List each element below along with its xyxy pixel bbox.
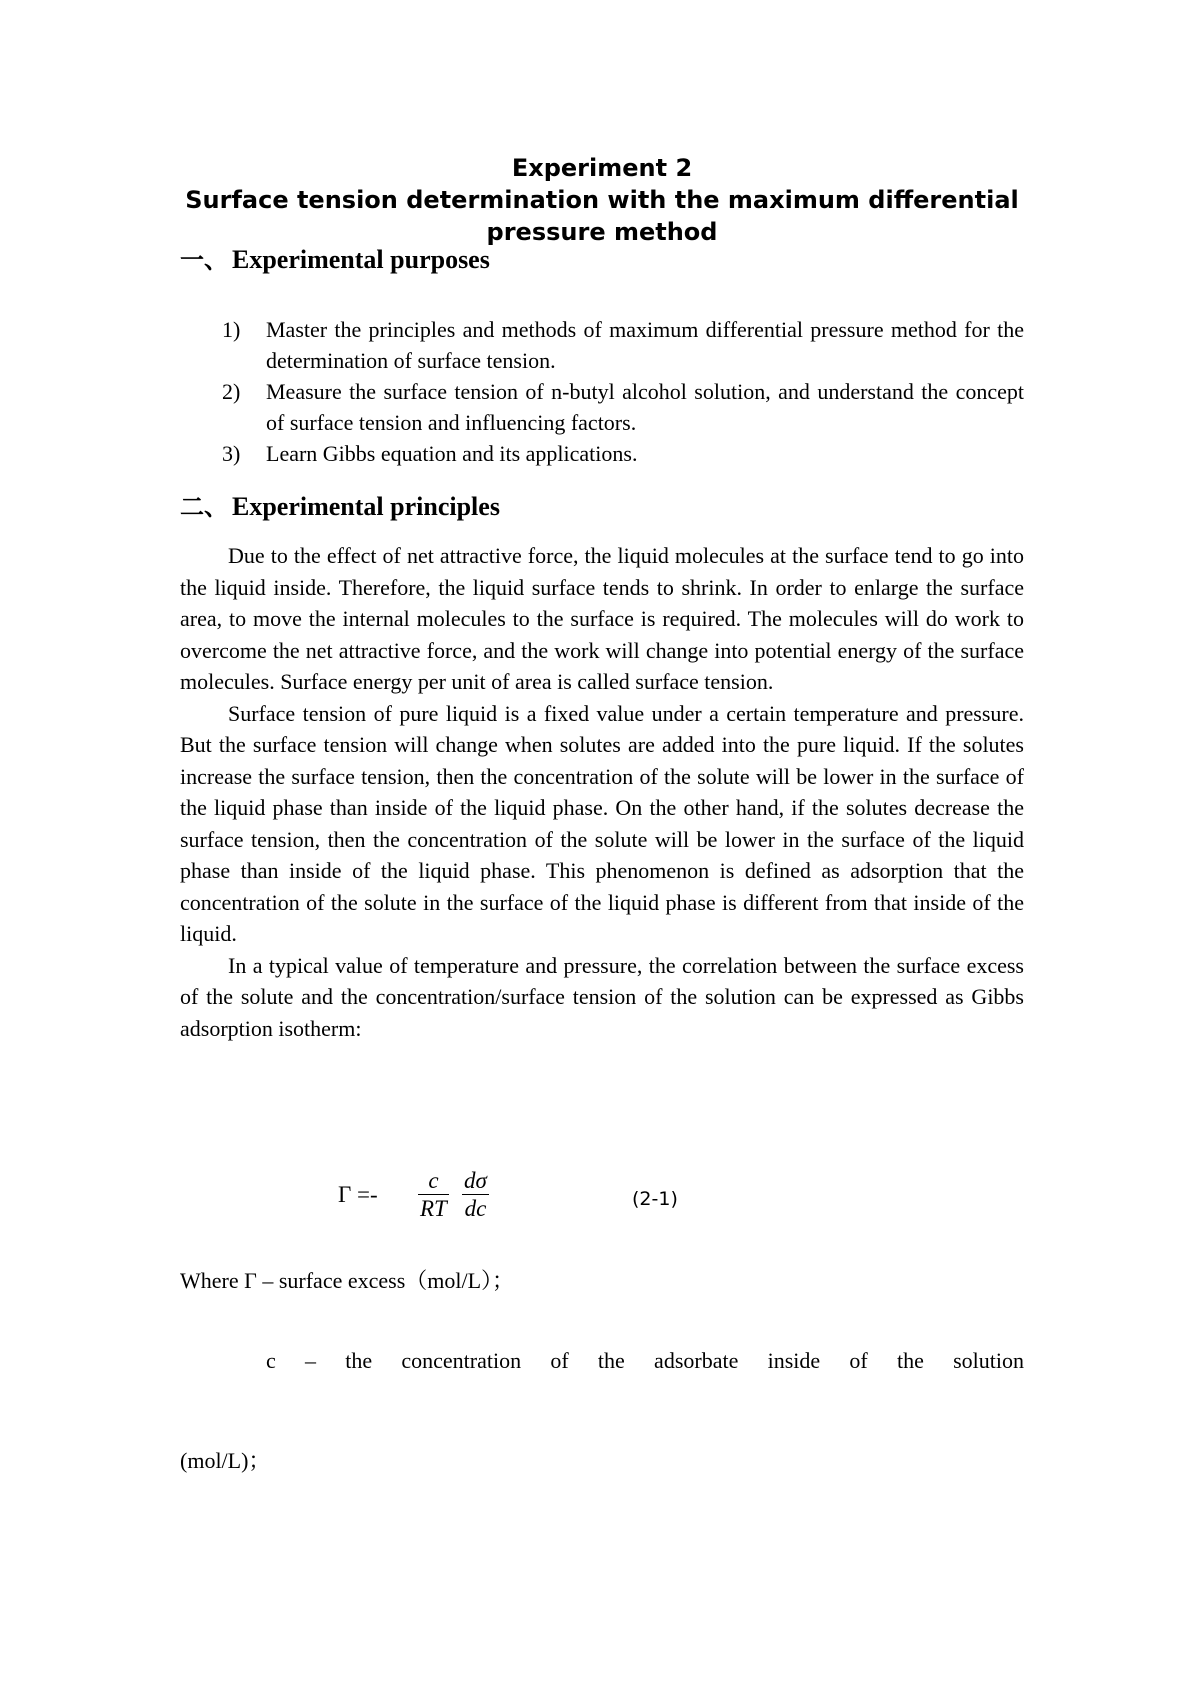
list-item-text: Learn Gibbs equation and its applications. bbox=[266, 441, 638, 466]
gibbs-equation bbox=[338, 1168, 738, 1238]
section-number: 一、 bbox=[180, 246, 228, 274]
section-number: 二、 bbox=[180, 493, 228, 521]
section-title: Experimental principles bbox=[232, 492, 500, 521]
fraction-numerator: dσ bbox=[464, 1168, 487, 1193]
list-item-number: 2) bbox=[222, 379, 241, 404]
list-item-number: 3) bbox=[222, 441, 241, 466]
definition-unit: (mol/L)； bbox=[180, 1448, 271, 1473]
list-item bbox=[180, 438, 1024, 469]
equation-number: (2-1) bbox=[632, 1188, 678, 1210]
fraction-c-over-rt bbox=[418, 1168, 449, 1223]
fraction-dsigma-over-dc bbox=[462, 1168, 489, 1223]
paragraph: Surface tension of pure liquid is a fixed value under a certain temperature and pressure. But the surface tension will change when solutes are added into the pure liquid. If the solutes increase the surface tension, then the concentration of the solute will be lower in the surface of the liquid phase than inside of the liquid phase. On the other hand, if the solutes decrease the surface tension, then the concentration of the solute will be lower in the surface of the liquid phase than inside of the liquid phase. This phenomenon is defined as adsorption that the concentration of the solute in the surface of the liquid phase is different from that inside of the liquid. bbox=[180, 700, 1024, 946]
equation-lhs: Γ =- bbox=[338, 1182, 378, 1207]
section-heading-purposes bbox=[180, 243, 490, 277]
document-title bbox=[180, 152, 1024, 248]
fraction-denominator: RT bbox=[420, 1196, 447, 1221]
list-item-number: 1) bbox=[222, 317, 241, 342]
fraction-numerator: c bbox=[428, 1168, 439, 1193]
paragraph: Due to the effect of net attractive force, the liquid molecules at the surface tend to go into the liquid inside. Therefore, the liquid surface tends to shrink. In order to enlarge the surface area, to move the internal molecules to the surface is required. The molecules will do work to overcome the net attractive force, and the work will change into potential energy of the surface molecules. Surface energy per unit of area is called surface tension. bbox=[180, 543, 1024, 694]
list-item bbox=[180, 376, 1024, 438]
title-line-2: Surface tension determination with the maximum differential bbox=[185, 186, 1019, 214]
definition-gamma: Where Γ – surface excess（mol/L）； bbox=[180, 1268, 515, 1293]
list-item-text: Master the principles and methods of maximum differential pressure method for the determination of surface tension. bbox=[266, 317, 1024, 373]
title-line-1: Experiment 2 bbox=[511, 154, 693, 182]
list-item bbox=[180, 314, 1024, 376]
list-item-text: Measure the surface tension of n-butyl alcohol solution, and understand the concept of surface tension and influencing factors. bbox=[266, 379, 1024, 435]
principles-body bbox=[180, 540, 1024, 1044]
fraction-denominator: dc bbox=[462, 1194, 489, 1223]
purpose-list bbox=[180, 314, 1024, 469]
section-title: Experimental purposes bbox=[232, 245, 490, 274]
definition-c: c – the concentration of the adsorbate inside of the solution bbox=[266, 1348, 1024, 1373]
section-heading-principles bbox=[180, 490, 500, 524]
title-line-3: pressure method bbox=[486, 218, 718, 246]
paragraph: In a typical value of temperature and pressure, the correlation between the surface excess of the solute and the concentration/surface tension of the solution can be expressed as Gibbs adsorption isotherm: bbox=[180, 952, 1024, 1041]
